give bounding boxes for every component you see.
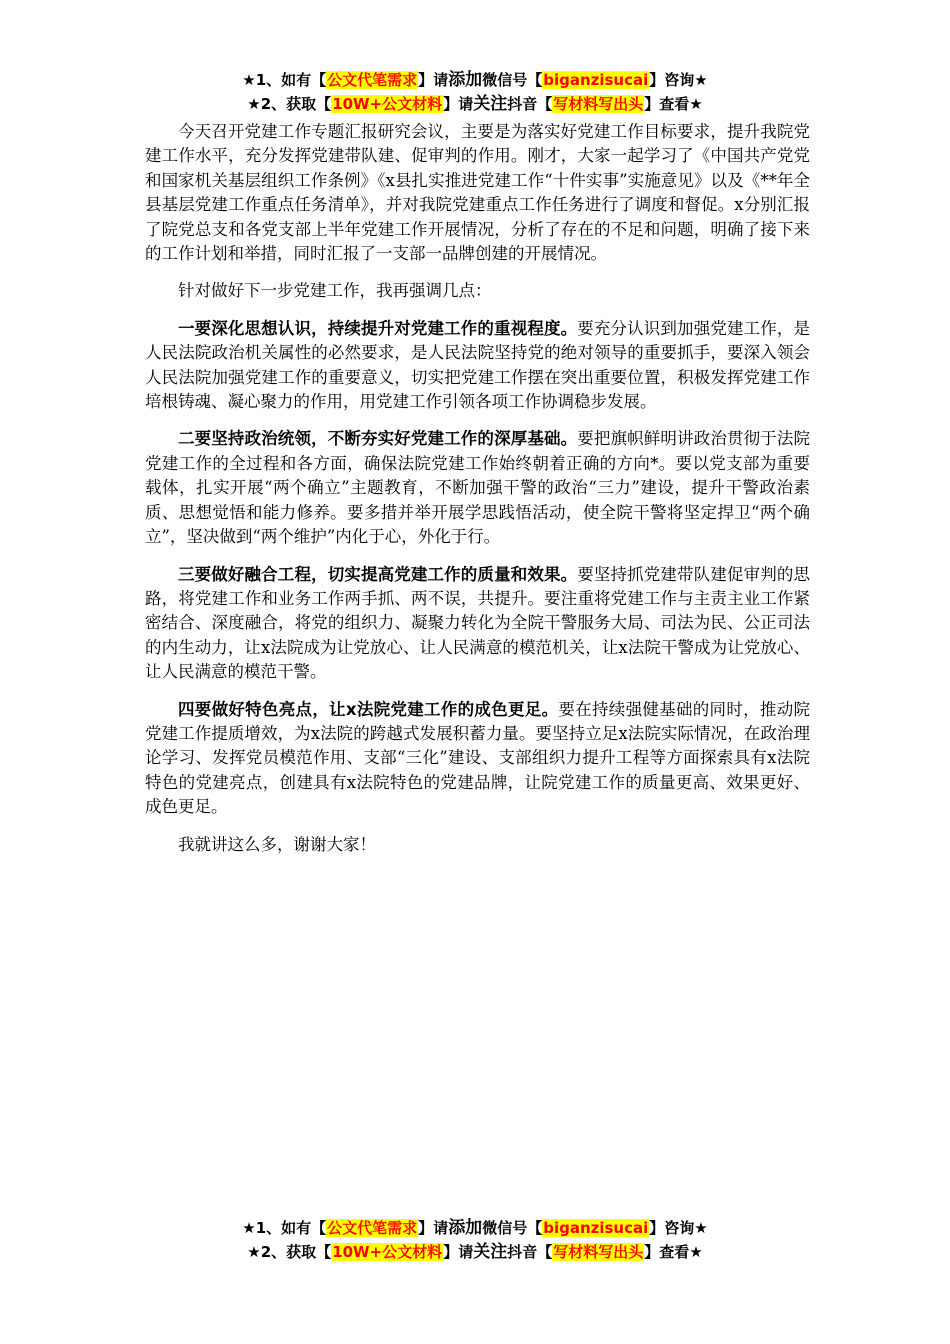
banner-text: 微信号【 <box>482 71 543 89</box>
highlight-materials: 10W+公文材料 <box>332 95 443 113</box>
bottom-banner <box>0 1216 950 1264</box>
banner-text: 微信号【 <box>482 1219 543 1237</box>
paragraph-point-4 <box>145 698 810 820</box>
point-text: 要把旗帜鲜明讲政治贯彻于法院党建工作的全过程和各方面，确保法院党建工作始终朝着正确的方向*。要以党支部为重要载体，扎实开展“两个确立”主题教育，不断加强干警的政治“三力”建设，提升干警政治素质、思想觉悟和能力修养。要多措并举开展学思践悟活动，使全院干警将坚定捍卫“两个确立”，坚决做到“两个维护”内化于心，外化于行。 <box>145 429 811 547</box>
banner-line-2 <box>0 92 950 116</box>
banner-emphasis: 关注 <box>473 94 508 114</box>
point-heading: 四要做好特色亮点，让x法院党建工作的成色更足。 <box>178 699 559 719</box>
highlight-douyin-id: 写材料写出头 <box>553 95 644 113</box>
banner-text: 抖音【 <box>507 95 553 113</box>
banner-line-1 <box>0 68 950 92</box>
highlight-wechat-id: biganzisucai <box>543 1219 649 1237</box>
highlight-wechat-id: biganzisucai <box>543 71 649 89</box>
top-banner <box>0 68 950 116</box>
paragraph-point-1 <box>145 317 810 415</box>
banner-text: 】查看★ <box>644 95 703 113</box>
banner-line-2 <box>0 1240 950 1264</box>
banner-emphasis: 添加 <box>448 70 483 90</box>
paragraph-closing: 我就讲这么多，谢谢大家！ <box>178 834 376 854</box>
banner-text: ★1、如有【 <box>242 71 327 89</box>
point-heading: 二要坚持政治统领，不断夯实好党建工作的深厚基础。 <box>178 429 578 449</box>
speech-body <box>145 120 810 870</box>
banner-text: ★2、获取【 <box>247 95 332 113</box>
highlight-service: 公文代笔需求 <box>327 1219 418 1237</box>
banner-text: 】请 <box>443 1243 474 1261</box>
banner-line-1 <box>0 1216 950 1240</box>
highlight-service: 公文代笔需求 <box>327 71 418 89</box>
paragraph-intro: 今天召开党建工作专题汇报研究会议，主要是为落实好党建工作目标要求，提升我院党建工作水平，充分发挥党建带队建、促审判的作用。刚才，大家一起学习了《中国共产党党和国家机关基层组织工作条例》《x县扎实推进党建工作“十件实事”实施意见》以及《**年全县基层党建工作重点任务清单》，并对我院党建重点工作任务进行了调度和督促。x分别汇报了院党总支和各党支部上半年党建工作开展情况，分析了存在的不足和问题，明确了接下来的工作计划和举措，同时汇报了一支部一品牌创建的开展情况。 <box>145 122 810 264</box>
banner-text: 】查看★ <box>644 1243 703 1261</box>
banner-text: 】请 <box>418 71 449 89</box>
point-heading: 三要做好融合工程，切实提高党建工作的质量和效果。 <box>178 564 578 584</box>
point-heading: 一要深化思想认识，持续提升对党建工作的重视程度。 <box>178 318 578 338</box>
point-text: 要坚持抓党建带队建促审判的思路，将党建工作和业务工作两手抓、两不误，共提升。要注重将党建工作与主责主业工作紧密结合、深度融合，将党的组织力、凝聚力转化为全院干警服务大局、司法为民、公正司法的内生动力，让x法院成为让党放心、让人民满意的模范机关，让x法院干警成为让党放心、让人民满意的模范干警。 <box>145 564 811 682</box>
highlight-materials: 10W+公文材料 <box>332 1243 443 1261</box>
paragraph-point-2 <box>145 427 810 549</box>
banner-emphasis: 关注 <box>473 1242 508 1262</box>
point-text: 要在持续强健基础的同时，推动院党建工作提质增效，为x法院的跨越式发展积蓄力量。要坚持立足x法院实际情况，在政治理论学习、发挥党员模范作用、支部“三化”建设、支部组织力提升工程等方面探索具有x法院特色的党建亮点，创建具有x法院特色的党建品牌，让院党建工作的质量更高、效果更好、成色更足。 <box>145 699 810 817</box>
paragraph-transition: 针对做好下一步党建工作，我再强调几点： <box>178 281 492 301</box>
banner-text: 】请 <box>418 1219 449 1237</box>
paragraph-point-3 <box>145 563 810 685</box>
point-text: 要充分认识到加强党建工作，是人民法院政治机关属性的必然要求，是人民法院坚持党的绝对领导的重要抓手，要深入领会人民法院加强党建工作的重要意义，切实把党建工作摆在突出重要位置，积极发挥党建工作培根铸魂、凝心聚力的作用，用党建工作引领各项工作协调稳步发展。 <box>145 318 811 412</box>
highlight-douyin-id: 写材料写出头 <box>553 1243 644 1261</box>
banner-emphasis: 添加 <box>448 1218 483 1238</box>
banner-text: 】咨询★ <box>649 71 708 89</box>
banner-text: ★1、如有【 <box>242 1219 327 1237</box>
banner-text: 抖音【 <box>507 1243 553 1261</box>
banner-text: 】请 <box>443 95 474 113</box>
banner-text: 】咨询★ <box>649 1219 708 1237</box>
banner-text: ★2、获取【 <box>247 1243 332 1261</box>
